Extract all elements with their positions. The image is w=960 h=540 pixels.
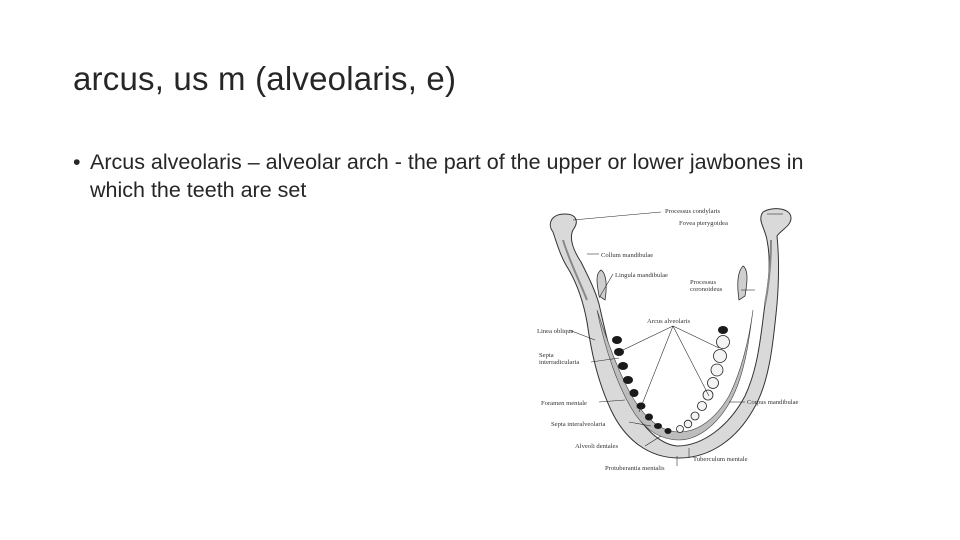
bullet-list	[73, 148, 833, 204]
label-septa-interradicularia-2: interradicularia	[539, 359, 580, 366]
slide-title: arcus, us m (alveolaris, e)	[73, 60, 457, 97]
label-alveoli-dentales: Alveoli dentales	[575, 443, 619, 450]
label-corpus-mandibulae: Corpus mandibulae	[747, 399, 799, 406]
label-arcus-alveolaris: Arcus alveolaris	[647, 318, 691, 325]
bullet-text: Arcus alveolaris – alveolar arch - the part of the upper or lower jawbones in which the teeth are set	[90, 150, 804, 202]
label-foramen-mentale: Foramen mentale	[541, 400, 587, 407]
label-tuberculum-mentale: Tuberculum mentale	[693, 456, 748, 463]
mandible-illustration	[533, 200, 823, 476]
label-protuberantia-mentalis: Protuberantia mentalis	[605, 465, 665, 472]
label-septa-interalveolaria: Septa interalveolaria	[551, 421, 606, 428]
label-collum-mandibulae: Collum mandibulae	[601, 252, 654, 259]
label-processus-condylaris: Processus condylaris	[665, 208, 721, 215]
label-processus-coronoideus-1: Processus	[690, 279, 717, 286]
label-lingula-mandibulae: Lingula mandibulae	[615, 272, 668, 279]
label-processus-coronoideus-2: coronoideus	[690, 286, 723, 293]
bullet-mark: •	[73, 150, 81, 174]
label-septa-interradicularia-1: Septa	[539, 352, 554, 359]
label-fovea-pterygoidea: Fovea pterygoidea	[679, 220, 728, 227]
label-linea-obliqua: Linea obliqua	[537, 328, 574, 335]
bullet-item	[73, 148, 833, 204]
